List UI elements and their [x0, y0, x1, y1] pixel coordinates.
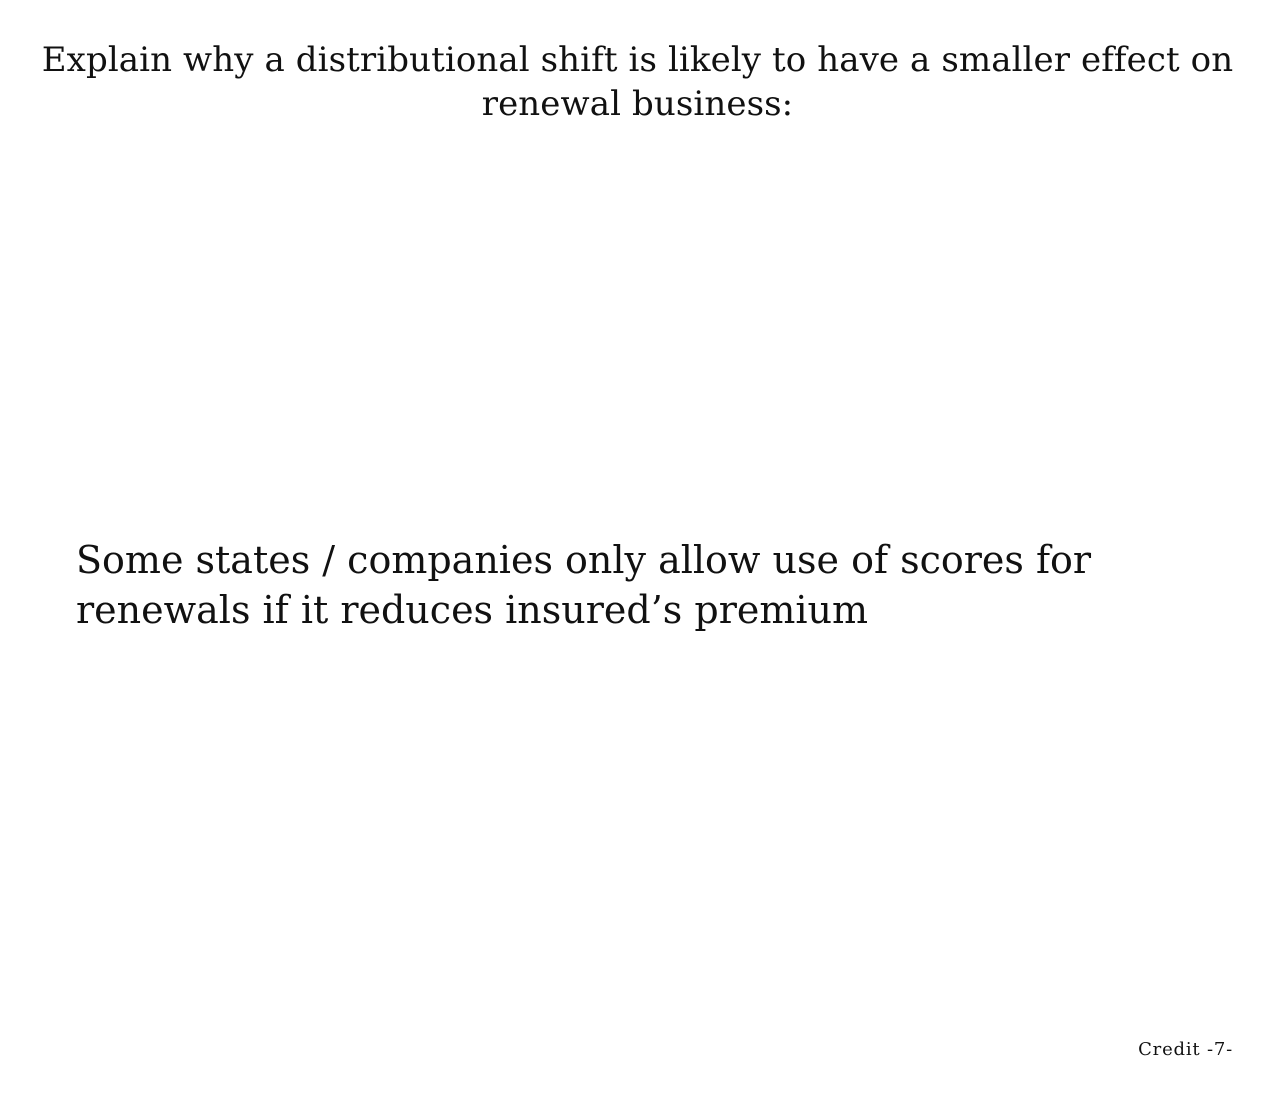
- question-text: Explain why a distributional shift is likely to have a smaller effect on renewal business:: [41, 40, 1234, 124]
- page-footer: Credit -7-: [1138, 1039, 1233, 1060]
- answer-text: Some states / companies only allow use of scores for renewals if it reduces insured’s premium: [76, 538, 1092, 632]
